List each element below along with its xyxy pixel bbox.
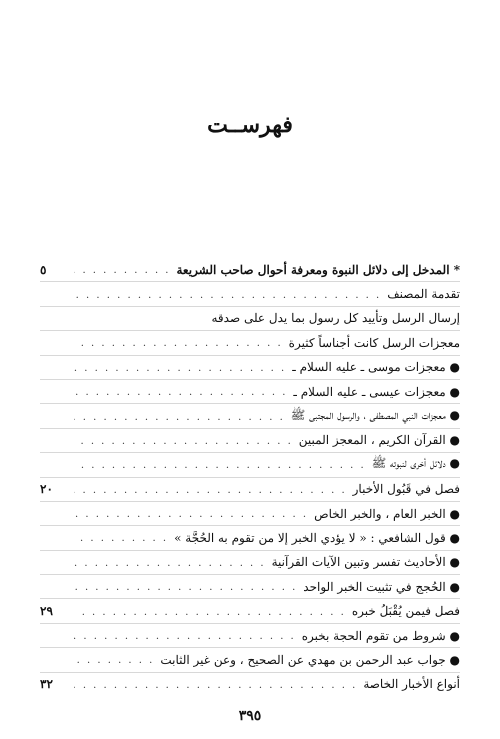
toc-entry-title: إرسال الرسل وتأييد كل رسول بما يدل على صدقه [211,311,460,326]
toc-entry [40,331,460,355]
toc-leader-dots [74,556,266,569]
toc-leader-dots [74,678,357,691]
toc-leader-dots [74,605,346,618]
toc-entry [40,356,460,380]
toc-entry-title: ● شروط من تقوم الحجة بخبره [301,628,460,643]
toc-leader-dots [74,288,381,301]
toc-entry-title: معجزات الرسل كانت أجناساً كثيرة [288,335,460,350]
page-title: فهرســت [207,112,293,138]
table-of-contents [40,258,460,696]
toc-entry [40,551,460,575]
toc-entry [40,258,460,282]
toc-leader-dots [74,385,287,398]
page-number: ٣٩٥ [238,708,262,724]
toc-entry-title: ● معجزات موسى ـ عليه السلام ـ [292,360,460,375]
toc-leader-dots [74,629,296,642]
toc-entry [40,404,460,428]
toc-entry-title: ● معجزات عيسى ـ عليه السلام ـ [293,384,460,399]
toc-leader-dots [74,458,366,471]
toc-entry-title: تقدمة المصنف [387,287,460,302]
toc-entry-page: ٥ [40,262,47,277]
toc-entry [40,624,460,648]
toc-leader-dots [74,531,168,544]
toc-leader-dots [74,653,154,666]
toc-entry-title: ● الحُجج في تثبيت الخبر الواحد [303,579,460,594]
toc-entry [40,282,460,306]
toc-leader-dots [74,361,286,374]
toc-leader-dots [74,483,347,496]
toc-entry-page: ٢٠ [40,482,53,497]
toc-leader-dots [74,580,297,593]
toc-entry-title: ● الخبر العام ، والخبر الخاص [314,506,460,521]
toc-entry-title: * المدخل إلى دلائل النبوة ومعرفة أحوال صاحب الشريعة [176,262,460,277]
toc-entry-title: ● جواب عبد الرحمن بن مهدي عن الصحيح ، وعن غير الثابت [160,652,460,667]
toc-entry-title: ● الأحاديث تفسر وتبين الآيات القرآنية [271,555,460,570]
toc-entry [40,502,460,526]
toc-leader-dots [74,434,293,447]
toc-entry [40,478,460,502]
toc-leader-dots [74,336,283,349]
toc-entry [40,526,460,550]
toc-entry-title: فصل فيمن يُقْبَلُ خبره [351,604,460,619]
toc-entry [40,599,460,623]
toc-entry [40,453,460,477]
toc-entry [40,380,460,404]
toc-leader-dots [74,507,308,520]
toc-entry [40,429,460,453]
toc-leader-dots [74,410,285,423]
toc-entry-page: ٣٢ [40,677,53,692]
toc-leader-dots [74,263,171,276]
toc-entry-title: فصل في قَبُول الأخبار [352,482,460,497]
toc-entry-page: ٢٩ [40,604,53,619]
toc-entry-title: أنواع الأخبار الخاصة [363,677,460,692]
toc-entry-title: ● دلائل أخرى لنبوته ﷺ [371,456,460,471]
toc-entry [40,673,460,696]
toc-entry-title: ● القرآن الكريم ، المعجز المبين [298,433,460,448]
toc-entry-title: ● قول الشافعي : « لا يؤدي الخبر إلا من تقوم به الحُجَّة » [174,530,460,545]
toc-entry [40,575,460,599]
toc-entry-title: ● معجزات النبي المصطفى ، والرسول المجتبى ﷺ [290,407,460,422]
toc-entry [40,307,460,331]
toc-entry [40,648,460,672]
